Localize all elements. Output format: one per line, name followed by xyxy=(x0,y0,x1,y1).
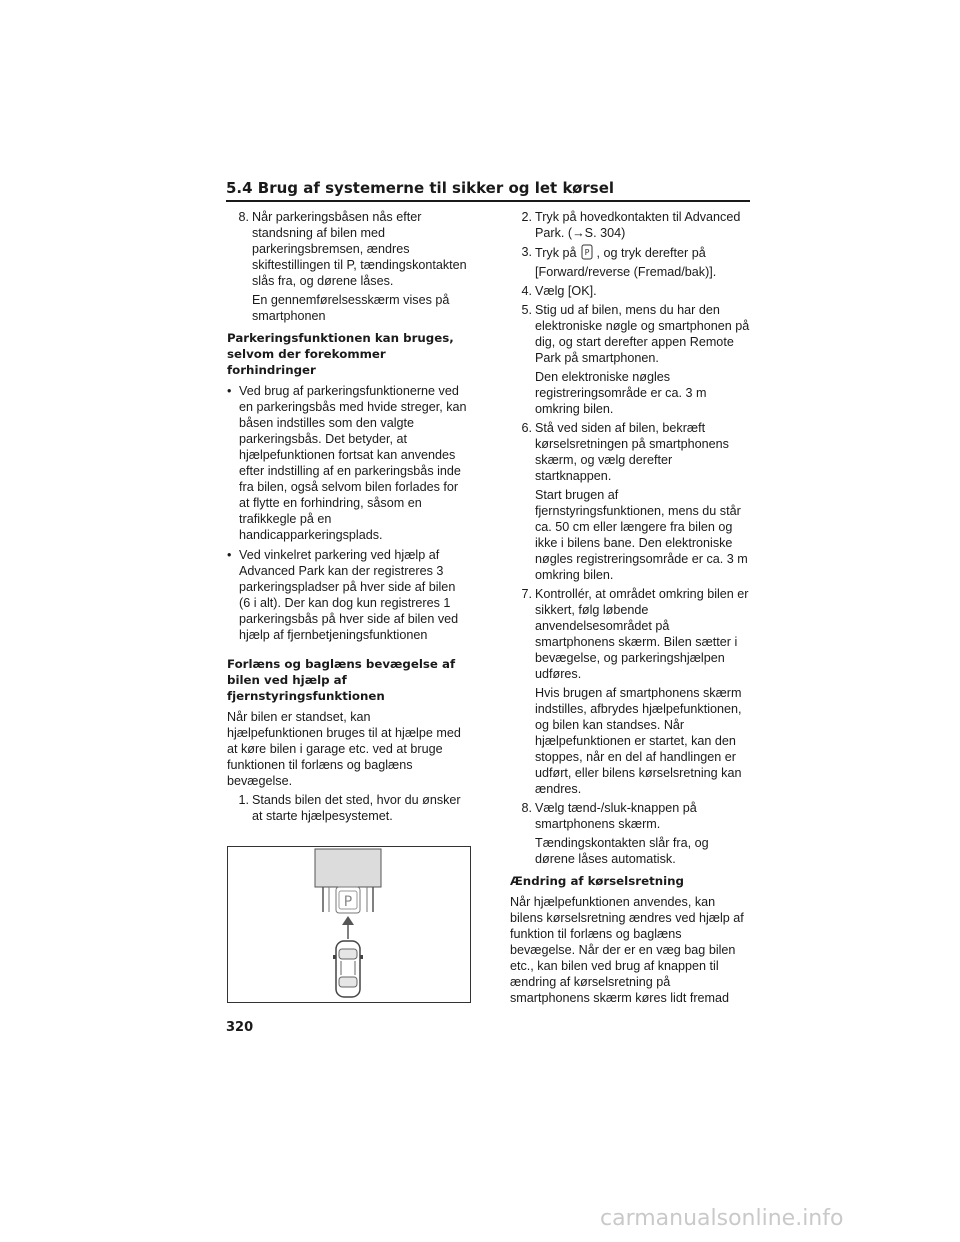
step-number: 4. xyxy=(521,284,532,298)
heading-forward-reverse: Forlæns og baglæns bevægelse af bilen ved hjælp af fjernstyringsfunktionen xyxy=(227,657,456,703)
bullet-icon: • xyxy=(227,548,232,562)
step-8-right xyxy=(510,800,750,832)
step-text: Stands bilen det sted, hvor du ønsker at starte hjælpesystemet. xyxy=(252,793,461,823)
step-text-after: , og tryk derefter på [Forward/reverse (Fremad/bak)]. xyxy=(535,246,717,279)
heading-direction-change: Ændring af kørselsretning xyxy=(510,874,684,888)
step-note: Tændingskontakten slår fra, og dørene låses automatisk. xyxy=(535,836,709,866)
step-number: 8. xyxy=(521,801,532,815)
left-column xyxy=(227,209,467,827)
bullet-text: Ved brug af parkeringsfunktionerne ved en parkeringsbås med hvide streger, kan båsen indstilles som den valgte parkeringsbås. Det betyder, at hjælpefunktionen fortsat kan anvendes efter indstilling af en parkeringsbås inde fra bilen, også selvom bilen forlades for at flytte en forhindring, såsom en trafikkegle på en handicapparkeringsplads. xyxy=(239,384,467,542)
bullet-icon: • xyxy=(227,384,232,398)
bullet-item xyxy=(227,383,467,543)
section-title: 5.4 Brug af systemerne til sikker og let kørsel xyxy=(226,179,615,197)
step-3 xyxy=(510,244,750,280)
section-divider xyxy=(226,200,750,202)
step-number: 5. xyxy=(521,303,532,317)
step-4 xyxy=(510,283,750,299)
step-number: 7. xyxy=(521,587,532,601)
step-text: Vælg [OK]. xyxy=(535,284,597,298)
step-number: 3. xyxy=(521,245,532,259)
watermark: carmanualsonline.info xyxy=(600,1206,844,1231)
right-column xyxy=(510,209,750,1009)
step-number: 1. xyxy=(238,793,249,807)
svg-text:P: P xyxy=(584,248,589,257)
step-text xyxy=(535,244,750,280)
parking-sign-letter: P xyxy=(343,894,353,910)
page-number: 320 xyxy=(226,1020,254,1035)
step-number: 6. xyxy=(521,421,532,435)
step-text: Kontrollér, at området omkring bilen er sikkert, følg løbende anvendelsesområdet på smartphonens skærm. Bilen sætter i bevægelse, og parkeringshjælpen udføres. xyxy=(535,587,749,681)
step-text: Stå ved siden af bilen, bekræft kørselsretningen på smartphonens skærm, og vælg derefter startknappen. xyxy=(535,421,729,483)
step-note: En gennemførelsesskærm vises på smartphonen xyxy=(252,293,450,323)
bullet-item xyxy=(227,547,467,643)
intro-paragraph: Når bilen er standset, kan hjælpefunktionen bruges til at hjælpe med at køre bilen i garage etc. ved at bruge funktionen til forlæns og baglæns bevægelse. xyxy=(227,710,461,788)
step-1 xyxy=(227,792,467,824)
step-2 xyxy=(510,209,750,241)
step-note: Hvis brugen af smartphonens skærm indstilles, afbrydes hjælpefunktionen, og bilen kan standses. Når hjælpefunktionen er startet, kan den stoppes, når en del af handlingen er udført, eller bilens kørselsretning kan ændres. xyxy=(535,686,742,796)
step-5 xyxy=(510,302,750,366)
step-note: Start brugen af fjernstyringsfunktionen, mens du står ca. 50 cm eller længere fra bilen og ikke i bilens bane. Den elektroniske nøgles registreringsområde er ca. 3 m omkring bilen. xyxy=(535,488,748,582)
step-text: Når parkeringsbåsen nås efter standsning af bilen med parkeringsbremsen, ændres skiftestillingen til P, tændingskontakten slås fra, og dørene låses. xyxy=(252,210,467,288)
parking-illustration xyxy=(227,846,471,1003)
step-6 xyxy=(510,420,750,484)
step-7 xyxy=(510,586,750,682)
heading-obstacles: Parkeringsfunktionen kan bruges, selvom der forekommer forhindringer xyxy=(227,331,454,377)
step-note: Den elektroniske nøgles registreringsområde er ca. 3 m omkring bilen. xyxy=(535,370,707,416)
step-text-before: Tryk på xyxy=(535,246,577,260)
step-number: 2. xyxy=(521,210,532,224)
step-8-left xyxy=(227,209,467,289)
step-text: Stig ud af bilen, mens du har den elektroniske nøgle og smartphonen på dig, og start derefter appen Remote Park på smartphonen. xyxy=(535,303,750,365)
phone-parking-icon xyxy=(581,244,593,264)
step-text: Vælg tænd-/sluk-knappen på smartphonens skærm. xyxy=(535,801,697,831)
closing-paragraph: Når hjælpefunktionen anvendes, kan bilens kørselsretning ændres ved hjælp af funktion til forlæns og baglæns bevægelse. Når der er en væg bag bilen etc., kan bilen ved brug af knappen til ændring af kørselsretning på smartphonens skærm køres lidt fremad xyxy=(510,895,744,1005)
step-text: Tryk på hovedkontakten til Advanced Park. (→S. 304) xyxy=(535,210,741,240)
step-number: 8. xyxy=(238,210,249,224)
parking-diagram xyxy=(228,847,470,1002)
bullet-text: Ved vinkelret parkering ved hjælp af Advanced Park kan der registreres 3 parkeringspladser på hver side af bilen (6 i alt). Der kan dog kun registreres 1 parkeringsbås på hver side af bilen ved hjælp af fjernbetjeningsfunktionen xyxy=(239,548,459,642)
